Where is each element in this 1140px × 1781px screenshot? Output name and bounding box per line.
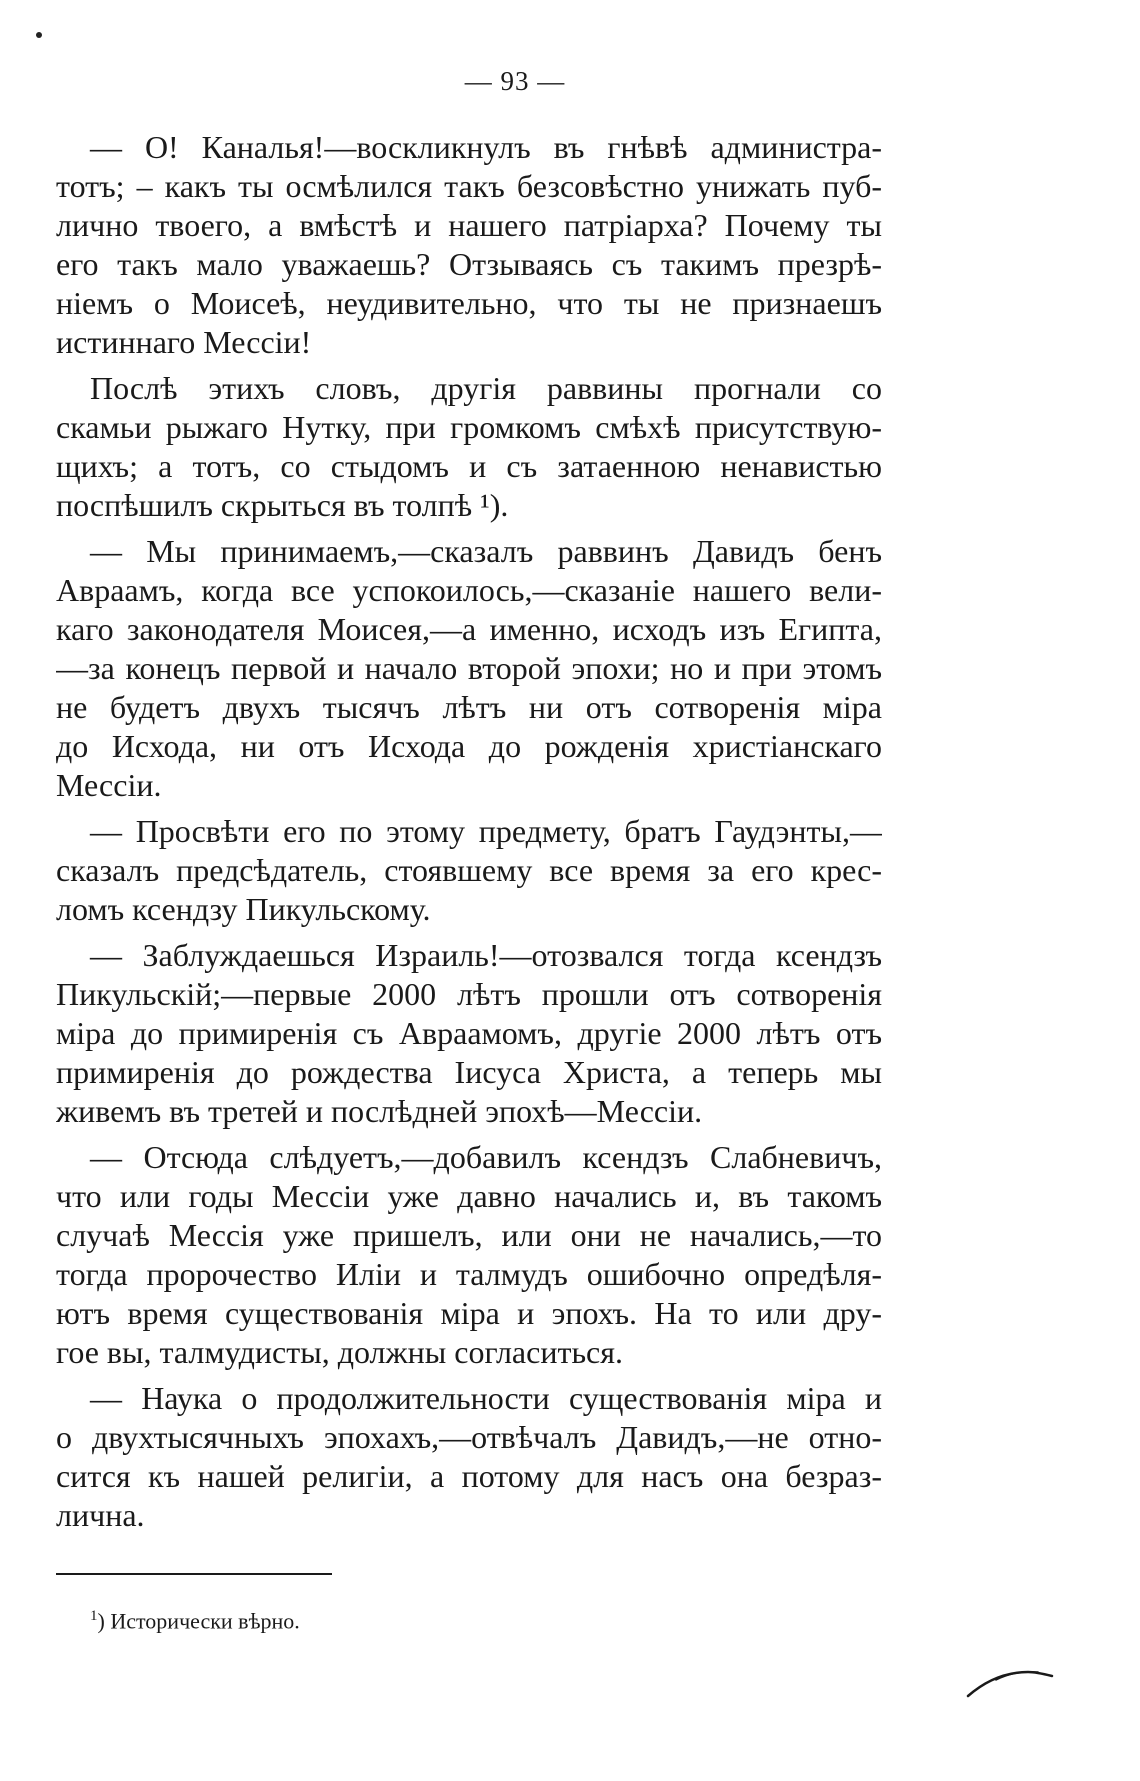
text-line: примиренія до рождества Іисуса Христа, а теперь мы <box>56 1054 882 1090</box>
text-line: каго законодателя Моисея,—а именно, исходъ изъ Египта, <box>56 611 882 647</box>
text-line: ломъ ксендзу Пикульскому. <box>56 891 431 927</box>
pen-stroke-mark <box>966 1660 1056 1700</box>
paragraph-4 <box>56 812 882 929</box>
text-line: —за конецъ первой и начало второй эпохи; но и при этомъ <box>56 650 882 686</box>
text-line: Авраамъ, когда все успокоилось,—сказаніе нашего вели- <box>56 572 882 608</box>
paragraph-6 <box>56 1138 882 1372</box>
text-line: тотъ; – какъ ты осмѣлился такъ безсовѣстно унижать пуб- <box>56 168 882 204</box>
text-line: — Наука о продолжительности существованія міра и <box>90 1380 882 1416</box>
text-line: сказалъ предсѣдатель, стоявшему все время за его крес- <box>56 852 882 888</box>
text-line: что или годы Мессіи уже давно начались и, въ такомъ <box>56 1178 882 1214</box>
text-line: поспѣшилъ скрыться въ толпѣ ¹). <box>56 487 509 523</box>
text-line: о двухтысячныхъ эпохахъ,—отвѣчалъ Давидъ,—не отно- <box>56 1419 882 1455</box>
paragraph-2 <box>56 369 882 525</box>
paragraph-7 <box>56 1379 882 1535</box>
paragraph-1 <box>56 128 882 362</box>
text-line: истиннаго Мессіи! <box>56 324 312 360</box>
text-line: ютъ время существованія міра и эпохъ. На то или дру- <box>56 1295 882 1331</box>
text-line: Мессіи. <box>56 767 162 803</box>
text-line: случаѣ Мессія уже пришелъ, или они не начались,—то <box>56 1217 882 1253</box>
text-line: до Исхода, ни отъ Исхода до рожденія христіанскаго <box>56 728 882 764</box>
body-text <box>56 128 882 1542</box>
text-line: живемъ въ третей и послѣдней эпохѣ—Мессіи. <box>56 1093 703 1129</box>
text-line: Пикульскій;—первые 2000 лѣтъ прошли отъ сотворенія <box>56 976 882 1012</box>
text-line: — Просвѣти его по этому предмету, братъ Гаудэнты,— <box>90 813 882 849</box>
paragraph-5 <box>56 936 882 1131</box>
text-line: сится къ нашей религіи, а потому для насъ она безраз- <box>56 1458 882 1494</box>
text-line: лична. <box>56 1497 145 1533</box>
text-line: не будетъ двухъ тысячъ лѣтъ ни отъ сотворенія міра <box>56 689 882 725</box>
text-line: лично твоего, а вмѣстѣ и нашего патріарха? Почему ты <box>56 207 882 243</box>
text-line: гое вы, талмудисты, должны согласиться. <box>56 1334 623 1370</box>
text-line: Послѣ этихъ словъ, другія раввины прогнали со <box>90 370 882 406</box>
paragraph-3 <box>56 532 882 805</box>
text-line: міра до примиренія съ Авраамомъ, другіе 2000 лѣтъ отъ <box>56 1015 882 1051</box>
text-line: — Заблуждаешься Израиль!—отозвался тогда ксендзъ <box>90 937 882 973</box>
text-line: тогда пророчество Иліи и талмудъ ошибочно опредѣля- <box>56 1256 882 1292</box>
ink-speck <box>36 32 42 38</box>
page-number: — 93 — <box>464 66 566 96</box>
text-line: — О! Каналья!—воскликнулъ въ гнѣвѣ администра- <box>90 129 882 165</box>
footnote <box>90 1602 300 1635</box>
text-line: скамьи рыжаго Нутку, при громкомъ смѣхѣ присутствую- <box>56 409 882 445</box>
text-line: щихъ; а тотъ, со стыдомъ и съ затаенною ненавистью <box>56 448 882 484</box>
text-line: ніемъ о Моисеѣ, неудивительно, что ты не признаешъ <box>56 285 882 321</box>
text-line: — Отсюда слѣдуетъ,—добавилъ ксендзъ Слабневичъ, <box>90 1139 882 1175</box>
footnote-text: ) Исторически вѣрно. <box>97 1608 300 1634</box>
footnote-marker: 1 <box>90 1608 98 1624</box>
text-line: его такъ мало уважаешь? Отзываясь съ такимъ презрѣ- <box>56 246 882 282</box>
text-line: — Мы принимаемъ,—сказалъ раввинъ Давидъ бенъ <box>90 533 882 569</box>
footnote-divider <box>56 1573 332 1575</box>
